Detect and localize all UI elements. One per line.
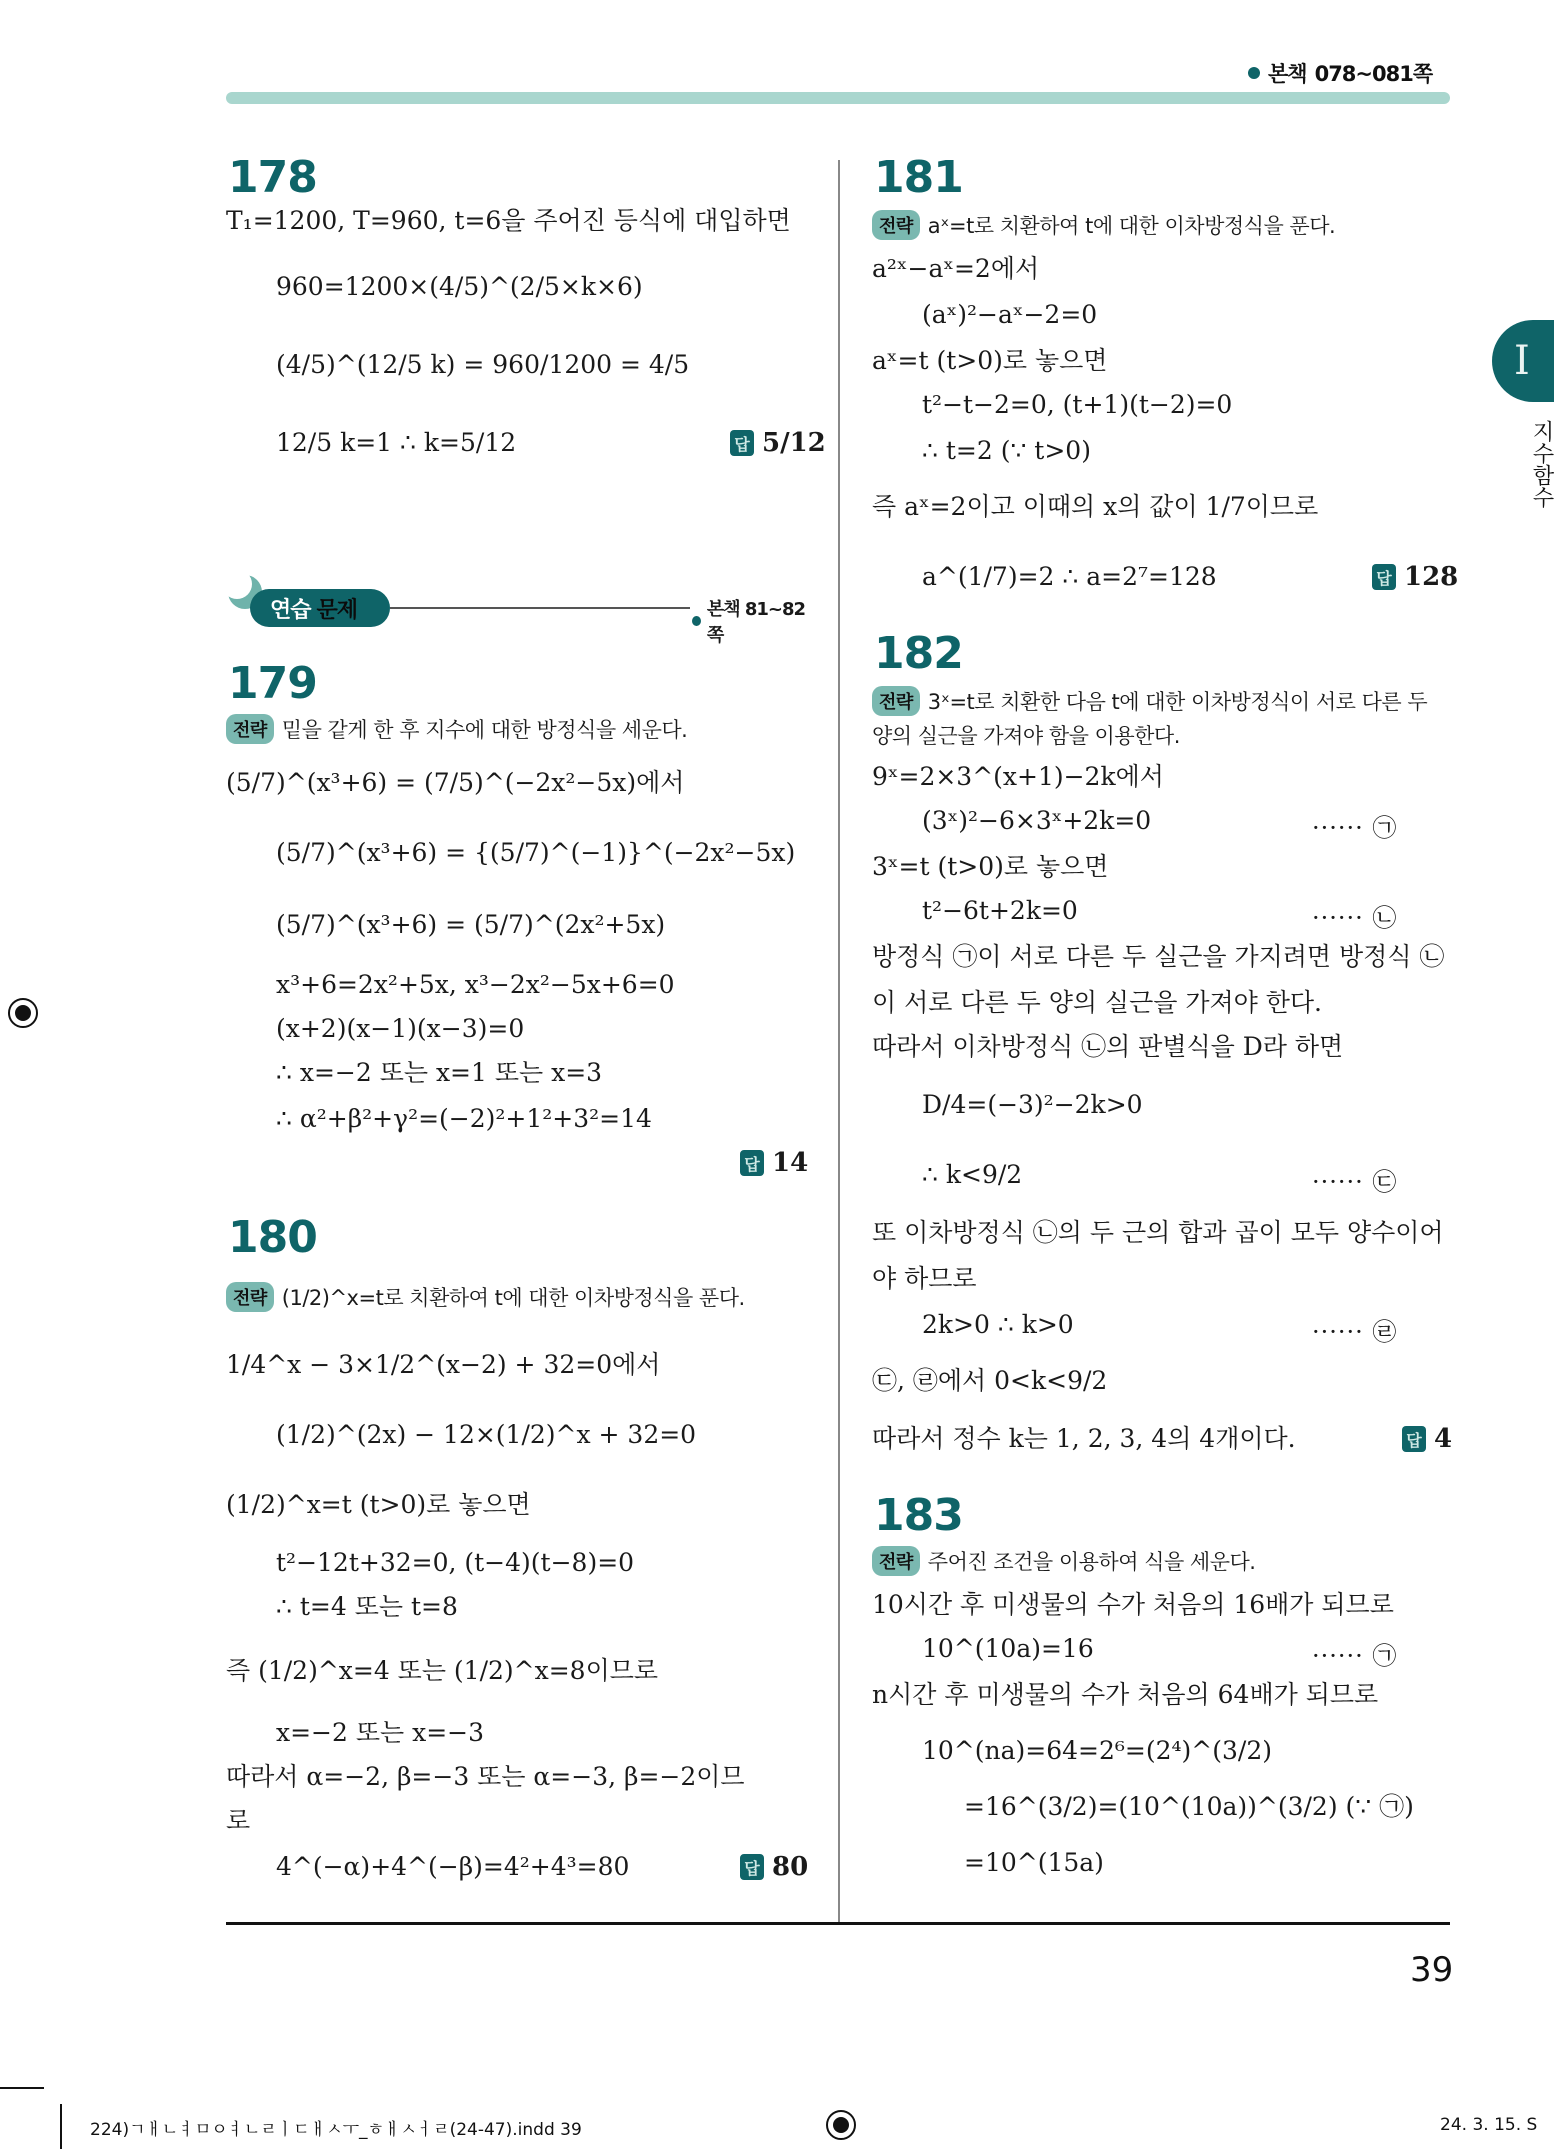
strategy-text: 밑을 같게 한 후 지수에 대한 방정식을 세운다. — [281, 718, 688, 742]
solution-line: (1/2)^(2x) − 12×(1/2)^x + 32=0 — [276, 1420, 697, 1449]
solution-line: 로 — [226, 1806, 251, 1835]
banner-word-2: 문제 — [316, 597, 358, 623]
problem-number-182: 182 — [874, 628, 963, 679]
banner-word-1: 연습 — [270, 597, 311, 623]
solution-line: ∴ x=−2 또는 x=1 또는 x=3 — [276, 1058, 603, 1087]
problem-number-179: 179 — [228, 658, 317, 709]
banner-reference — [692, 595, 808, 647]
solution-line: 10시간 후 미생물의 수가 처음의 16배가 되므로 — [872, 1590, 1394, 1619]
solution-line: =10^(15a) — [964, 1848, 1104, 1877]
answer-value: 128 — [1404, 562, 1459, 592]
strategy-tag: 전략 — [226, 1282, 274, 1312]
solution-line: ∴ α²+β²+γ²=(−2)²+1²+3²=14 — [276, 1104, 652, 1133]
strategy-text: 주어진 조건을 이용하여 식을 세운다. — [927, 1550, 1256, 1574]
practice-problems-banner — [228, 575, 808, 646]
answer-value: 5/12 — [762, 428, 826, 458]
answer-value: 4 — [1434, 1424, 1453, 1454]
solution-line: 3ˣ=t (t>0)로 놓으면 — [872, 852, 1109, 881]
equation-marker: ······ ㉡ — [1312, 904, 1398, 932]
problem-number-178: 178 — [228, 152, 317, 203]
strategy-180 — [226, 1282, 745, 1312]
answer-tag: 답 — [730, 430, 754, 456]
solution-line: 10^(na)=64=2⁶=(2⁴)^(3/2) — [922, 1736, 1272, 1765]
solution-line: t²−6t+2k=0 — [922, 896, 1078, 925]
solution-line: 따라서 정수 k는 1, 2, 3, 4의 4개이다. — [872, 1424, 1296, 1453]
solution-line: 12/5 k=1 ∴ k=5/12 — [276, 428, 517, 457]
answer-tag: 답 — [1372, 564, 1396, 590]
column-divider — [838, 160, 840, 1922]
strategy-tag: 전략 — [872, 686, 920, 716]
bullet-dot-icon — [692, 616, 701, 626]
solution-line: ∴ k<9/2 — [922, 1160, 1023, 1189]
problem-number-180: 180 — [228, 1212, 317, 1263]
solution-line: 또 이차방정식 ㉡의 두 근의 합과 곱이 모두 양수이어 — [872, 1218, 1444, 1247]
crop-mark — [0, 2087, 44, 2089]
problem-number-183: 183 — [874, 1490, 963, 1541]
solution-line: 방정식 ㉠이 서로 다른 두 실근을 가지려면 방정식 ㉡ — [872, 942, 1445, 971]
solution-line: ∴ t=4 또는 t=8 — [276, 1592, 458, 1621]
bullet-dot-icon — [1248, 67, 1260, 79]
solution-line: a²ˣ−aˣ=2에서 — [872, 254, 1040, 283]
answer-180 — [740, 1852, 808, 1882]
solution-line: 2k>0 ∴ k>0 — [922, 1310, 1074, 1339]
strategy-183 — [872, 1546, 1255, 1576]
banner-rule — [390, 607, 690, 609]
textbook-ref-label: 본책 — [1268, 62, 1307, 86]
answer-value: 80 — [772, 1852, 809, 1882]
problem-number-181: 181 — [874, 152, 963, 203]
solution-line: (1/2)^x=t (t>0)로 놓으면 — [226, 1490, 531, 1519]
solution-line: 4^(−α)+4^(−β)=4²+4³=80 — [276, 1852, 630, 1881]
answer-178 — [730, 428, 826, 458]
solution-line: 따라서 이차방정식 ㉡의 판별식을 D라 하면 — [872, 1032, 1344, 1061]
solution-line: 이 서로 다른 두 양의 실근을 가져야 한다. — [872, 988, 1322, 1017]
solution-line: T₁=1200, T=960, t=6을 주어진 등식에 대입하면 — [226, 206, 791, 235]
solution-line: t²−12t+32=0, (t−4)(t−8)=0 — [276, 1548, 635, 1577]
solution-line: x³+6=2x²+5x, x³−2x²−5x+6=0 — [276, 970, 675, 999]
solution-line: 야 하므로 — [872, 1264, 977, 1293]
strategy-182 — [872, 686, 1427, 716]
registration-mark-icon — [826, 2110, 856, 2140]
answer-tag: 답 — [740, 1854, 764, 1880]
solution-line: t²−t−2=0, (t+1)(t−2)=0 — [922, 390, 1233, 419]
bottom-rule — [226, 1922, 1450, 1925]
solution-line: (5/7)^(x³+6) = (5/7)^(2x²+5x) — [276, 910, 666, 939]
footer-date: 24. 3. 15. S — [1440, 2115, 1538, 2135]
solution-line: (4/5)^(12/5 k) = 960/1200 = 4/5 — [276, 350, 690, 379]
solution-line: (aˣ)²−aˣ−2=0 — [922, 300, 1098, 329]
solution-line: ㉢, ㉣에서 0<k<9/2 — [872, 1366, 1108, 1395]
strategy-179 — [226, 714, 687, 744]
strategy-182-cont: 양의 실근을 가져야 함을 이용한다. — [872, 724, 1180, 748]
strategy-tag: 전략 — [226, 714, 274, 744]
solution-line: D/4=(−3)²−2k>0 — [922, 1090, 1143, 1119]
solution-line: 10^(10a)=16 — [922, 1634, 1094, 1663]
solution-line: 따라서 α=−2, β=−3 또는 α=−3, β=−2이므 — [226, 1762, 745, 1791]
solution-line: 9ˣ=2×3^(x+1)−2k에서 — [872, 762, 1164, 791]
solution-line: 960=1200×(4/5)^(2/5×k×6) — [276, 272, 643, 301]
answer-tag: 답 — [1402, 1426, 1426, 1452]
footer-filename: 224)ㄱㅐㄴㅕㅁㅇㅕㄴㄹㅣㄷㅐㅅㅜ_ㅎㅐㅅㅓㄹ(24-47).indd 39 — [90, 2120, 582, 2140]
solution-line: =16^(3/2)=(10^(10a))^(3/2) (∵ ㉠) — [964, 1792, 1414, 1821]
registration-mark-icon — [8, 998, 38, 1028]
crop-mark — [60, 2104, 62, 2149]
page-number: 39 — [1410, 1950, 1454, 1990]
strategy-tag: 전략 — [872, 1546, 920, 1576]
strategy-text: (1/2)^x=t로 치환하여 t에 대한 이차방정식을 푼다. — [281, 1286, 745, 1310]
solution-line: n시간 후 미생물의 수가 처음의 64배가 되므로 — [872, 1680, 1379, 1709]
banner-ref-text: 본책 81~82쪽 — [706, 599, 806, 646]
solution-line: 즉 aˣ=2이고 이때의 x의 값이 1/7이므로 — [872, 492, 1319, 521]
solution-line: aˣ=t (t>0)로 놓으면 — [872, 346, 1108, 375]
solution-line: ∴ t=2 (∵ t>0) — [922, 436, 1091, 465]
answer-value: 14 — [772, 1148, 809, 1178]
solution-line: a^(1/7)=2 ∴ a=2⁷=128 — [922, 562, 1217, 591]
equation-marker: ······ ㉠ — [1312, 814, 1398, 842]
answer-182 — [1402, 1424, 1452, 1454]
equation-marker: ······ ㉠ — [1312, 1642, 1398, 1670]
answer-179 — [740, 1148, 808, 1178]
answer-181 — [1372, 562, 1458, 592]
strategy-text: aˣ=t로 치환하여 t에 대한 이차방정식을 푼다. — [927, 214, 1336, 238]
equation-marker: ······ ㉣ — [1312, 1318, 1398, 1346]
answer-tag: 답 — [740, 1150, 764, 1176]
solution-line: 즉 (1/2)^x=4 또는 (1/2)^x=8이므로 — [226, 1656, 659, 1685]
solution-line: (3ˣ)²−6×3ˣ+2k=0 — [922, 806, 1152, 835]
banner-title — [250, 589, 390, 627]
header-bar — [226, 92, 1450, 104]
solution-line: (5/7)^(x³+6) = {(5/7)^(−1)}^(−2x²−5x) — [276, 838, 796, 867]
solution-line: (5/7)^(x³+6) = (7/5)^(−2x²−5x)에서 — [226, 768, 685, 797]
strategy-tag: 전략 — [872, 210, 920, 240]
solution-line: x=−2 또는 x=−3 — [276, 1718, 484, 1747]
strategy-text: 3ˣ=t로 치환한 다음 t에 대한 이차방정식이 서로 다른 두 — [927, 690, 1428, 714]
textbook-ref-pages: 078~081쪽 — [1314, 62, 1433, 86]
solution-line: 1/4^x − 3×1/2^(x−2) + 32=0에서 — [226, 1350, 661, 1379]
equation-marker: ······ ㉢ — [1312, 1168, 1398, 1196]
chapter-tab — [1492, 320, 1554, 402]
strategy-181 — [872, 210, 1335, 240]
solution-line: (x+2)(x−1)(x−3)=0 — [276, 1014, 525, 1043]
chapter-label: 지수함수 — [1529, 420, 1554, 508]
chapter-numeral: I — [1514, 338, 1530, 384]
textbook-reference — [1248, 58, 1432, 88]
